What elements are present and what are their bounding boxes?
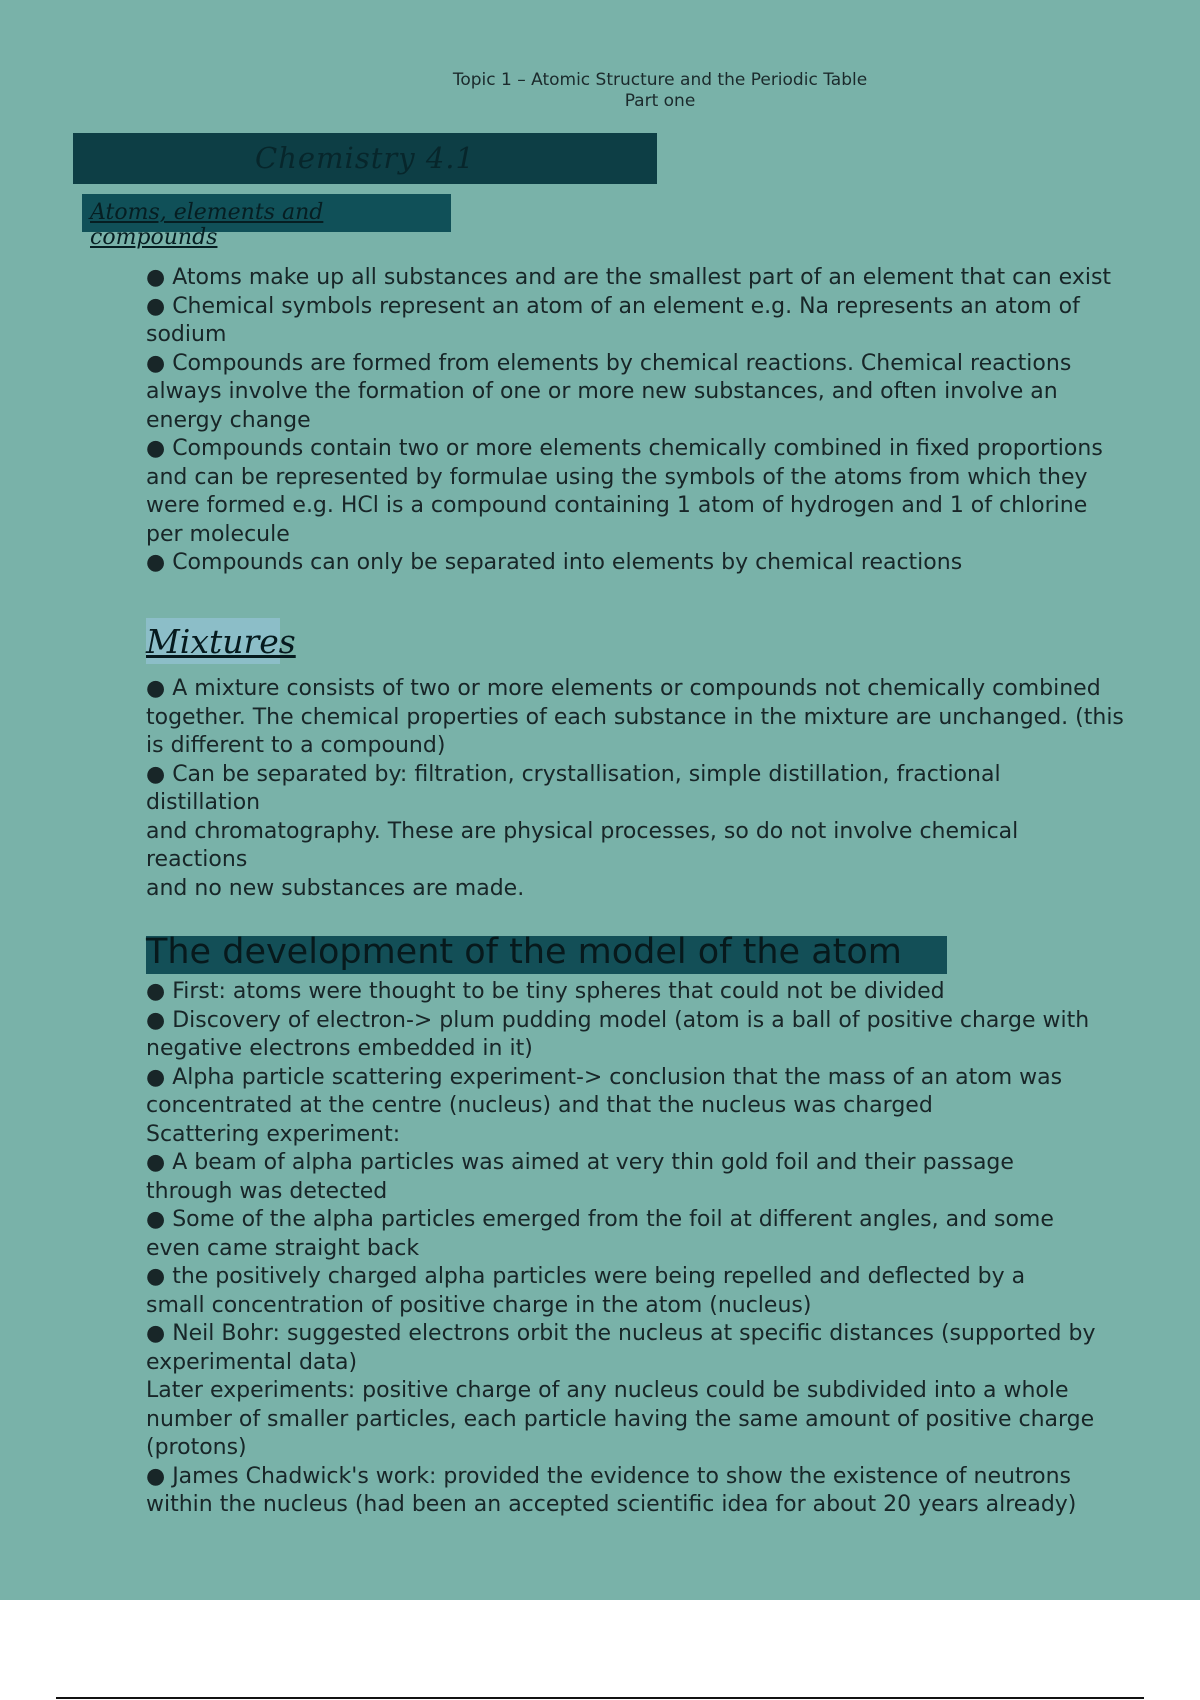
mixtures-section	[146, 675, 1166, 903]
text-line: through was detected	[146, 1178, 388, 1204]
text-line: ● Alpha particle scattering experiment-> conclusion that the mass of an atom was	[146, 1064, 1063, 1090]
part-label: Part one	[624, 91, 696, 111]
text-line: ● the positively charged alpha particles were being repelled and deflected by a	[146, 1264, 1026, 1289]
development-heading: The development of the model of the atom	[146, 932, 902, 972]
text-line: ● First: atoms were thought to be tiny spheres that could not be divided	[146, 979, 945, 1004]
text-line: and can be represented by formulae using the symbols of the atoms from which they	[146, 464, 1088, 490]
text-line: ● Neil Bohr: suggested electrons orbit the nucleus at specific distances (supported by	[146, 1321, 1096, 1346]
text-line: (protons)	[146, 1435, 247, 1460]
text-line: concentrated at the centre (nucleus) and that the nucleus was charged	[146, 1093, 933, 1118]
text-line: ● Can be separated by: filtration, crystallisation, simple distillation, fractional	[146, 761, 1001, 787]
text-line: ● James Chadwick's work: provided the evidence to show the existence of neutrons	[146, 1463, 1071, 1489]
text-line: ● Some of the alpha particles emerged from the foil at different angles, and some	[146, 1207, 1054, 1232]
text-line: energy change	[146, 407, 311, 433]
text-line: and no new substances are made.	[146, 875, 525, 901]
atoms-section	[146, 264, 1166, 578]
text-line: ● A beam of alpha particles was aimed at very thin gold foil and their passage	[146, 1150, 1014, 1175]
text-line: ● Discovery of electron-> plum pudding model (atom is a ball of positive charge with	[146, 1007, 1090, 1033]
page-header	[300, 70, 1020, 112]
text-line: small concentration of positive charge in the atom (nucleus)	[146, 1292, 812, 1318]
text-line: ● Atoms make up all substances and are the smallest part of an element that can exist	[146, 265, 1112, 290]
text-line: number of smaller particles, each particle having the same amount of positive charge	[146, 1406, 1095, 1432]
chemistry-title-bar	[73, 133, 657, 184]
text-line: and chromatography. These are physical processes, so do not involve chemical	[146, 818, 1019, 844]
text-line: Scattering experiment:	[146, 1121, 401, 1147]
text-line: experimental data)	[146, 1349, 358, 1375]
bottom-rule	[56, 1697, 1144, 1699]
text-line: together. The chemical properties of each substance in the mixture are unchanged. (this	[146, 704, 1124, 730]
text-line: within the nucleus (had been an accepted scientific idea for about 20 years already)	[146, 1492, 1077, 1517]
text-line: Later experiments: positive charge of any nucleus could be subdivided into a whole	[146, 1378, 1069, 1403]
development-section	[146, 978, 1166, 1520]
text-line: always involve the formation of one or more new substances, and often involve an	[146, 379, 1058, 404]
topic-title: Topic 1 – Atomic Structure and the Periodic Table	[452, 70, 868, 90]
text-line: reactions	[146, 847, 248, 872]
text-line: ● Chemical symbols represent an atom of an element e.g. Na represents an atom of	[146, 293, 1080, 319]
text-line: per molecule	[146, 521, 290, 547]
mixtures-heading: Mixtures	[146, 622, 296, 661]
chemistry-title: Chemistry 4.1	[255, 141, 475, 175]
text-line: ● Compounds are formed from elements by chemical reactions. Chemical reactions	[146, 350, 1072, 376]
text-line: even came straight back	[146, 1235, 420, 1261]
text-line: ● Compounds can only be separated into elements by chemical reactions	[146, 550, 963, 575]
text-line: were formed e.g. HCl is a compound containing 1 atom of hydrogen and 1 of chlorine	[146, 493, 1088, 518]
text-line: negative electrons embedded in it)	[146, 1036, 533, 1061]
text-line: ● Compounds contain two or more elements chemically combined in fixed proportions	[146, 436, 1103, 461]
atoms-heading-bar	[82, 194, 451, 250]
text-line: ● A mixture consists of two or more elements or compounds not chemically combined	[146, 676, 1101, 701]
text-line: is different to a compound)	[146, 733, 446, 758]
atoms-heading: Atoms, elements and compounds	[90, 200, 324, 250]
text-line: sodium	[146, 322, 227, 347]
text-line: distillation	[146, 790, 261, 815]
